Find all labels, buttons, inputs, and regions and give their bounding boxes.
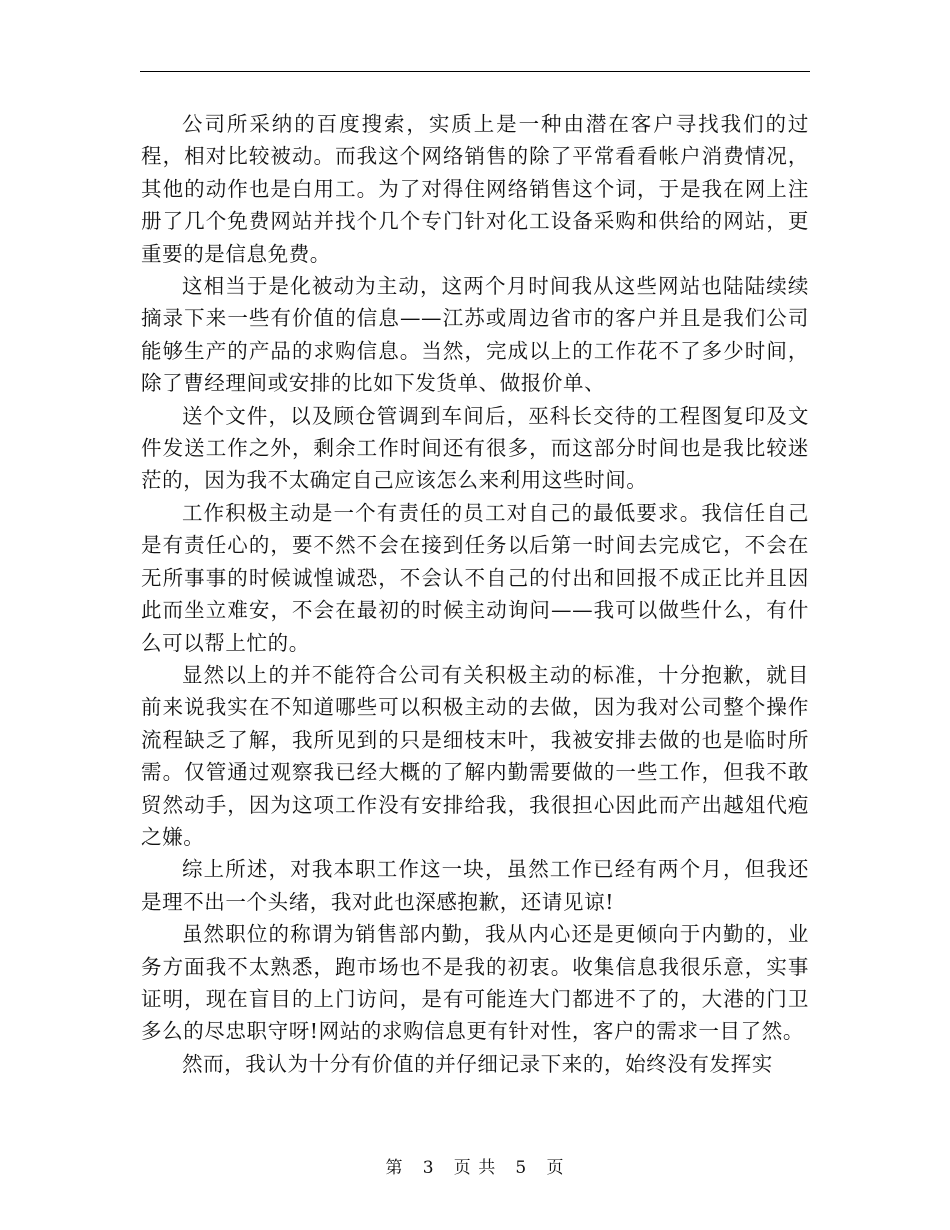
paragraph-5: 显然以上的并不能符合公司有关积极主动的标准，十分抱歉，就目前来说我实在不知道哪些可以积极主动的去做，因为我对公司整个操作流程缺乏了解，我所见到的只是细枝末叶，我被安排去做的也是临时所需。仅管通过观察我已经大概的了解内勤需要做的一些工作，但我不敢贸然动手，因为这项工作没有安排给我，我很担心因此而产出越俎代疱之嫌。 bbox=[141, 662, 809, 849]
footer-middle: 页 共 bbox=[453, 1158, 497, 1178]
paragraph-3: 送个文件，以及顾仓管调到车间后，巫科长交待的工程图复印及文件发送工作之外，剩余工作时间还有很多，而这部分时间也是我比较迷茫的，因为我不太确定自己应该怎么来利用这些时间。 bbox=[141, 403, 809, 493]
footer-prefix: 第 bbox=[385, 1158, 404, 1178]
paragraph-4: 工作积极主动是一个有责任的员工对自己的最低要求。我信任自己是有责任心的，要不然不会在接到任务以后第一时间去完成它，不会在无所事事的时候诚惶诚恐，不会认不自己的付出和回报不成正比并且因此而坐立难安，不会在最初的时候主动询问——我可以做些什么，有什么可以帮上忙的。 bbox=[141, 500, 809, 655]
footer-suffix: 页 bbox=[546, 1158, 565, 1178]
paragraph-8: 然而，我认为十分有价值的并仔细记录下来的，始终没有发挥实 bbox=[182, 1051, 773, 1076]
body-text bbox=[141, 108, 809, 1080]
page-footer bbox=[0, 1153, 950, 1178]
paragraph-2: 这相当于是化被动为主动，这两个月时间我从这些网站也陆陆续续摘录下来一些有价值的信息——江苏或周边省市的客户并且是我们公司能够生产的产品的求购信息。当然，完成以上的工作花不了多少时间，除了曹经理间或安排的比如下发货单、做报价单、 bbox=[141, 274, 809, 396]
paragraph-1: 公司所采纳的百度搜索，实质上是一种由潜在客户寻找我们的过程，相对比较被动。而我这个网络销售的除了平常看看帐户消费情况，其他的动作也是白用工。为了对得住网络销售这个词，于是我在网上注册了几个免费网站并找个几个专门针对化工设备采购和供给的网站，更重要的是信息免费。 bbox=[141, 112, 809, 266]
footer-current-page: 3 bbox=[422, 1158, 435, 1178]
footer-total-pages: 5 bbox=[515, 1158, 528, 1178]
paragraph-6: 综上所述，对我本职工作这一块，虽然工作已经有两个月，但我还是理不出一个头绪，我对此也深感抱歉，还请见谅! bbox=[141, 857, 809, 914]
header-rule bbox=[140, 71, 810, 72]
paragraph-7: 虽然职位的称谓为销售部内勤，我从内心还是更倾向于内勤的，业务方面我不太熟悉，跑市场也不是我的初衷。收集信息我很乐意，实事证明，现在盲目的上门访问，是有可能连大门都进不了的，大港的门卫多么的尽忠职守呀!网站的求购信息更有针对性，客户的需求一目了然。 bbox=[141, 922, 809, 1044]
